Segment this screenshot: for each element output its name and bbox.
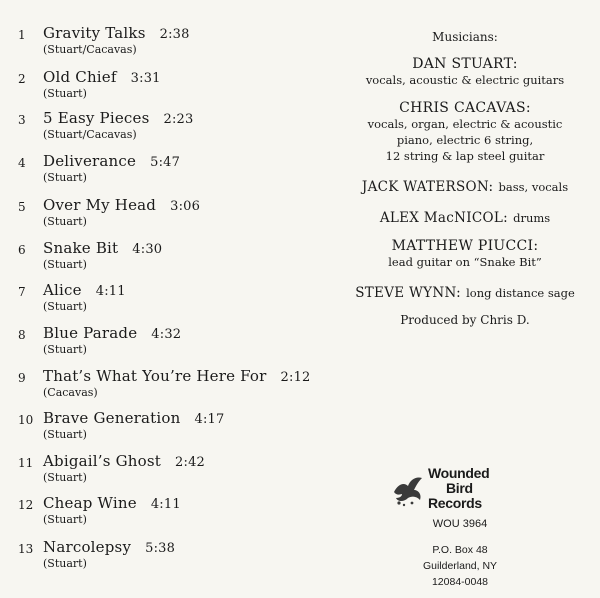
track-duration: 2:12 [280,370,311,385]
track-duration: 4:11 [150,497,181,512]
label-logo-line: Wounded [428,465,490,481]
track-title-text: Deliverance [43,152,137,170]
track-title-text: Cheap Wine [43,494,137,512]
track-title-text: Blue Parade [43,324,138,342]
musician-name: JACK WATERSON: [361,179,494,195]
musician-role: vocals, acoustic & electric guitars [365,73,565,87]
musician-role: lead guitar on “Snake Bit” [388,255,542,269]
musician-role: drums [513,211,551,225]
track-title-text: Brave Generation [43,409,181,427]
track-writer: (Stuart) [43,471,87,484]
track-writer: (Stuart) [43,428,87,441]
track-duration: 5:38 [145,541,176,556]
track-number: 1 [18,28,26,42]
track-number: 9 [18,371,26,385]
track-writer: (Stuart/Cacavas) [43,128,137,141]
track-duration: 4:30 [132,242,163,257]
track-title [43,239,162,257]
track-writer: (Stuart) [43,557,87,570]
catalog-number: WOU 3964 [432,518,488,530]
track-number: 5 [18,200,26,214]
musician-role: bass, vocals [498,180,569,194]
musician-role-line: piano, electric 6 string, [396,133,534,147]
track-writer: (Stuart) [43,300,87,313]
track-duration: 5:47 [150,155,181,170]
track-title-text: That’s What You’re Here For [43,367,267,385]
musician-steve-wynn [330,282,600,301]
track-title [43,152,180,170]
track-title [43,109,194,127]
track-duration: 2:23 [163,112,194,127]
track-writer: (Stuart) [43,215,87,228]
track-title-text: Abigail’s Ghost [43,452,162,470]
track-number: 2 [18,72,26,86]
track-number: 13 [18,542,34,556]
credits-heading: Musicians: [432,30,498,44]
record-label-block [380,465,560,588]
track-writer: (Stuart) [43,513,87,526]
track-title-text: Old Chief [43,68,117,86]
track-title [43,324,181,342]
musician-matthew-piucci [330,238,600,270]
address-line: P.O. Box 48 [432,544,488,556]
label-logo-line: Records [428,495,482,511]
track-title [43,24,190,42]
track-title [43,68,161,86]
track-title-text: 5 Easy Pieces [43,109,150,127]
track-duration: 4:17 [194,412,225,427]
track-writer: (Stuart) [43,258,87,271]
musician-chris-cacavas [330,100,600,164]
label-logo-text [428,466,489,511]
track-writer: (Stuart) [43,171,87,184]
track-title [43,367,311,385]
musician-alex-macnicol [330,207,600,226]
track-number: 6 [18,243,26,257]
track-writer: (Stuart/Cacavas) [43,43,137,56]
musician-name: STEVE WYNN: [355,285,461,301]
track-title-text: Over My Head [43,196,157,214]
track-title-text: Alice [43,281,82,299]
track-writer: (Cacavas) [43,386,98,399]
label-address [380,542,540,590]
track-writer: (Stuart) [43,343,87,356]
address-line: 12084-0048 [431,576,489,588]
musician-name: ALEX MacNICOL: [379,210,508,226]
track-title [43,196,200,214]
track-writer: (Stuart) [43,87,87,100]
track-title [43,409,224,427]
track-title [43,452,205,470]
musician-role: long distance sage [466,286,575,300]
track-duration: 3:06 [170,199,201,214]
track-number: 8 [18,328,26,342]
musician-jack-waterson [330,176,600,195]
track-number: 4 [18,156,26,170]
track-title-text: Gravity Talks [43,24,146,42]
track-duration: 2:38 [159,27,190,42]
track-title [43,538,175,556]
track-title [43,281,126,299]
track-duration: 3:31 [130,71,161,86]
address-line: Guilderland, NY [422,560,498,572]
track-number: 11 [18,456,34,470]
label-logo [380,466,560,512]
track-number: 10 [18,413,34,427]
track-duration: 4:11 [95,284,126,299]
musician-role-line: vocals, organ, electric & acoustic [367,117,563,131]
musician-name: MATTHEW PIUCCI: [391,238,539,254]
label-logo-line: Bird [446,480,473,496]
musician-role-line: 12 string & lap steel guitar [385,149,545,163]
bird-icon [390,472,430,508]
track-duration: 2:42 [175,455,206,470]
producer-credit: Produced by Chris D. [400,313,530,327]
track-number: 3 [18,113,26,127]
track-title-text: Narcolepsy [43,538,132,556]
track-duration: 4:32 [151,327,182,342]
musician-credits [330,30,600,327]
musician-name: DAN STUART: [412,56,518,72]
track-number: 12 [18,498,34,512]
track-title [43,494,181,512]
track-number: 7 [18,285,26,299]
musician-dan-stuart [330,56,600,88]
track-title-text: Snake Bit [43,239,119,257]
musician-name: CHRIS CACAVAS: [399,100,531,116]
